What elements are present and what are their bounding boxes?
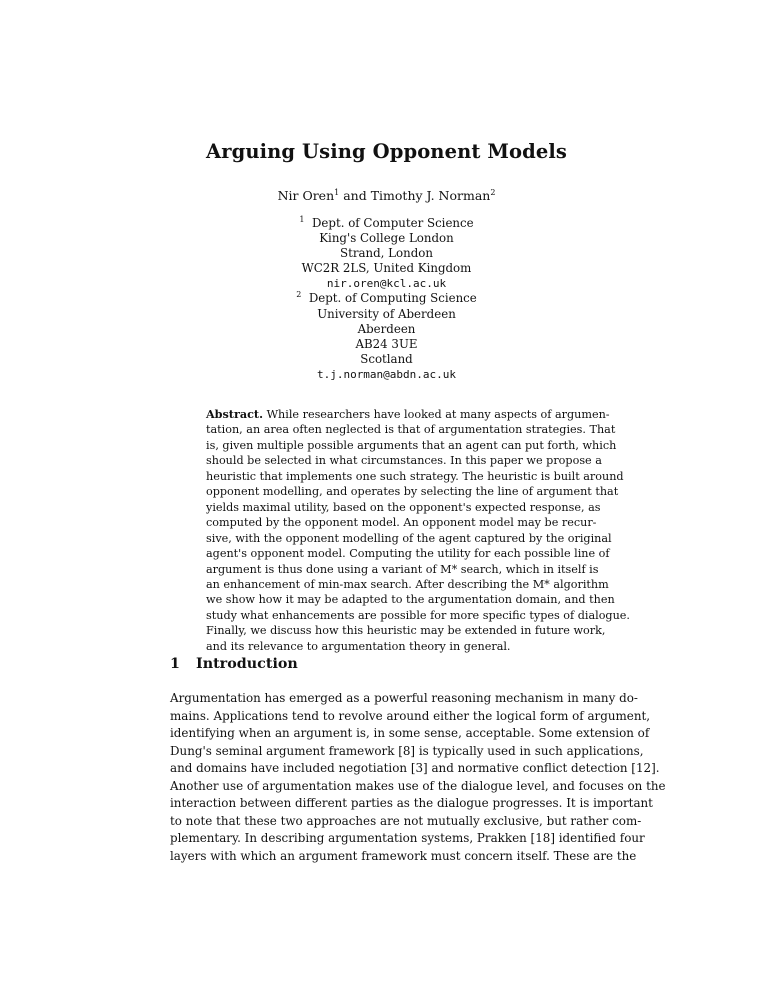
affiliation-line: Aberdeen [357, 321, 416, 336]
affiliation-line: AB24 3UE [355, 336, 418, 351]
affiliation-email: nir.oren@kcl.ac.uk [326, 277, 447, 291]
abstract-line: and its relevance to argumentation theory in general. [206, 639, 511, 653]
paper-title: Arguing Using Opponent Models [206, 140, 567, 163]
affiliation-email: t.j.norman@abdn.ac.uk [316, 367, 457, 381]
affiliation-mark: 2 [296, 290, 302, 300]
affiliations [0, 216, 773, 382]
abstract-line: opponent modelling, and operates by selecting the line of argument that [206, 485, 619, 499]
author-name: Nir Oren [277, 188, 335, 203]
body-line: identifying when an argument is, in some sense, acceptable. Some extension of [170, 726, 650, 740]
abstract-line: argument is thus done using a variant of M* search, which in itself is [206, 562, 599, 576]
affiliation-line: Scotland [360, 351, 413, 366]
abstract-line: agent's opponent model. Computing the utility for each possible line of [206, 547, 610, 561]
affiliation-line: $^2$ Dept. of Computing Science [296, 290, 477, 306]
body-line: Argumentation has emerged as a powerful reasoning mechanism in many do- [170, 691, 638, 705]
abstract-line: Finally, we discuss how this heuristic may be extended in future work, [206, 624, 606, 638]
section-body [170, 690, 666, 865]
abstract [206, 407, 630, 654]
affiliation-line: Strand, London [340, 246, 433, 261]
abstract-line: sive, with the opponent modelling of the agent captured by the original [206, 531, 612, 545]
abstract-line: computed by the opponent model. An opponent model may be recur- [206, 516, 597, 530]
body-line: to note that these two approaches are not mutually exclusive, but rather com- [170, 813, 642, 828]
abstract-line: is, given multiple possible arguments that an agent can put forth, which [206, 438, 617, 452]
body-line: Another use of argumentation makes use of the dialogue level, and focuses on the [170, 778, 666, 793]
affiliation-line: WC2R 2LS, United Kingdom [301, 261, 472, 276]
author-name: Timothy J. Norman [370, 188, 491, 203]
abstract-line: should be selected in what circumstances. In this paper we propose a [206, 454, 602, 468]
section-number: 1 [170, 656, 180, 672]
affiliation-line: King's College London [319, 231, 454, 246]
abstract-line: tation, an area often neglected is that of argumentation strategies. That [206, 423, 616, 437]
affiliation-line: $^1$ Dept. of Computer Science [299, 215, 474, 230]
body-line: layers with which an argument framework must concern itself. These are the [170, 848, 637, 863]
author-affiliation-mark: 1 [334, 187, 340, 197]
author-affiliation-mark: 2 [490, 187, 496, 197]
body-line: interaction between different parties as the dialogue progresses. It is important [170, 796, 653, 810]
abstract-line: Abstract. While researchers have looked at many aspects of argumen- [206, 407, 610, 421]
abstract-line: heuristic that implements one such strategy. The heuristic is built around [206, 469, 624, 483]
affiliation-line: University of Aberdeen [317, 306, 456, 321]
abstract-line: an enhancement of min-max search. After describing the M* algorithm [206, 577, 609, 591]
section-title: Introduction [196, 656, 298, 672]
author-joiner: and [343, 188, 367, 203]
abstract-line: we show how it may be adapted to the argumentation domain, and then [206, 593, 615, 607]
abstract-label: Abstract. [206, 407, 263, 421]
affiliation-mark: 1 [299, 215, 305, 225]
section-heading [170, 656, 298, 672]
abstract-line: study what enhancements are possible for more specific types of dialogue. [206, 608, 630, 622]
author-list [0, 188, 773, 203]
body-line: Dung's seminal argument framework [8] is typically used in such applications, [170, 743, 644, 758]
abstract-line: yields maximal utility, based on the opponent's expected response, as [206, 500, 601, 514]
body-line: and domains have included negotiation [3] and normative conflict detection [12]. [170, 761, 660, 775]
body-line: plementary. In describing argumentation systems, Prakken [18] identified four [170, 831, 645, 845]
body-line: mains. Applications tend to revolve around either the logical form of argument, [170, 708, 651, 723]
